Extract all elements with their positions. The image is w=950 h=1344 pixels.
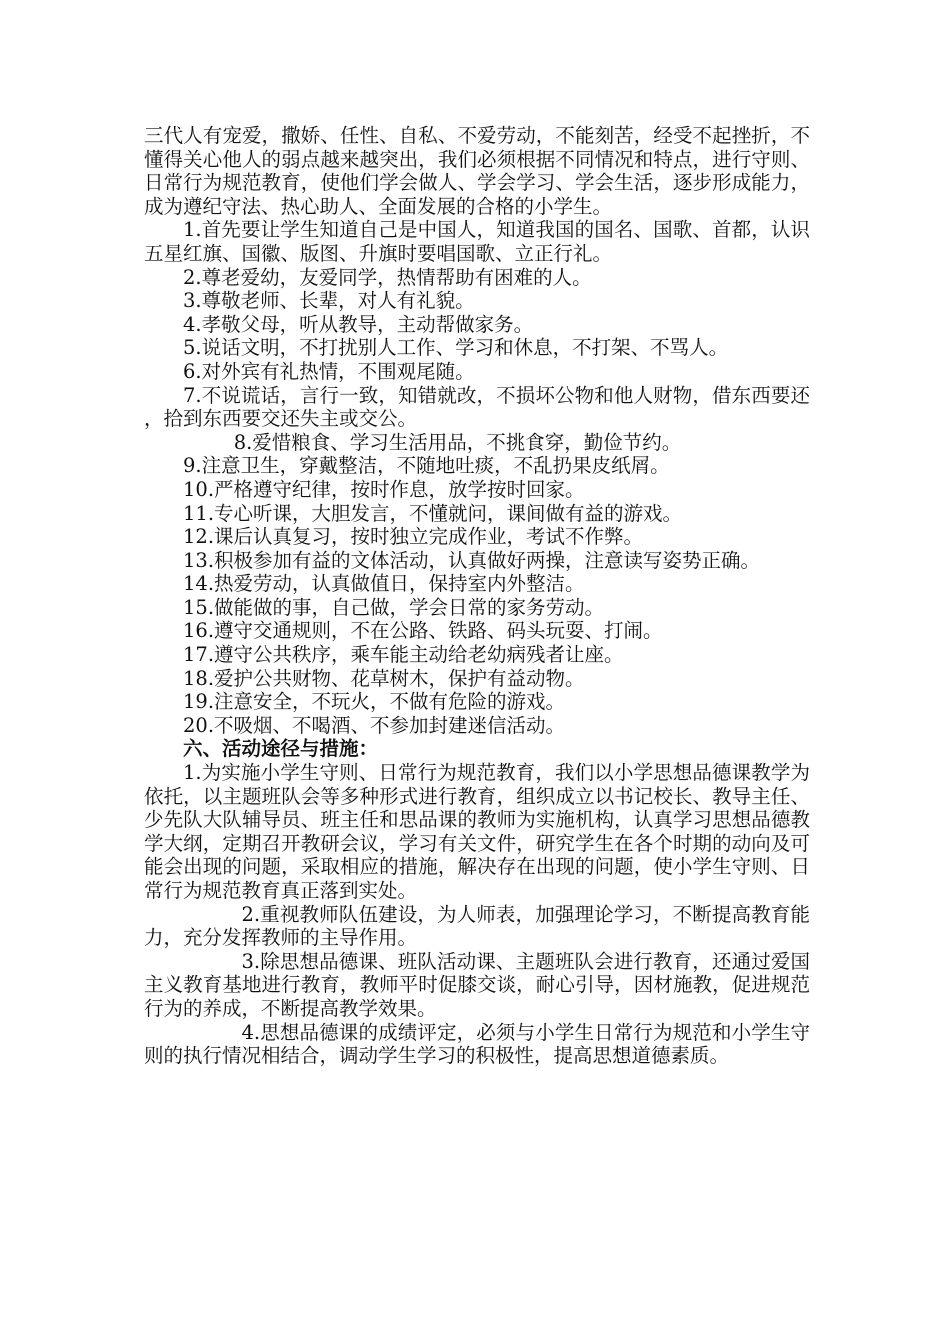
rule-item: 13.积极参加有益的文体活动，认真做好两操，注意读写姿势正确。	[183, 548, 761, 572]
measure-item: 3.除思想品德课、班队活动课、主题班队会进行教育，还通过爱国主义教育基地进行教育，教师平时促膝交谈，耐心引导，因材施教，促进规范行为的养成，不断提高教学效果。	[144, 949, 810, 1020]
document-page	[144, 124, 810, 1068]
rule-item: 8.爱惜粮食、学习生活用品，不挑食穿，勤俭节约。	[233, 430, 682, 454]
rule-item: 10.严格遵守纪律，按时作息，放学按时回家。	[183, 477, 585, 501]
rule-item: 19.注意安全，不玩火，不做有危险的游戏。	[183, 690, 566, 714]
rule-item: 2.尊老爱幼，友爱同学，热情帮助有困难的人。	[183, 265, 592, 289]
rule-item: 1.首先要让学生知道自己是中国人，知道我国的国名、国歌、首都，认识五星红旗、国徽、版图、升旗时要唱国歌、立正行礼。	[144, 218, 810, 265]
measure-item: 1.为实施小学生守则、日常行为规范教育，我们以小学思想品德课教学为依托，以主题班队会等多种形式进行教育，组织成立以书记校长、教导主任、少先队大队辅导员、班主任和思品课的教师为实施机构，认真学习思想品德教学大纲，定期召开教研会议，学习有关文件，研究学生在各个时期的动向及可能会出现的问题，采取相应的措施，解决存在出现的问题，使小学生守则、日常行为规范教育真正落到实处。	[144, 761, 810, 902]
rule-item: 9.注意卫生，穿戴整洁，不随地吐痰，不乱扔果皮纸屑。	[183, 454, 670, 478]
rule-item: 15.做能做的事，自己做，学会日常的家务劳动。	[183, 595, 605, 619]
rule-item: 6.对外宾有礼热情，不围观尾随。	[183, 359, 475, 383]
rule-item: 14.热爱劳动，认真做值日，保持室内外整洁。	[183, 572, 585, 596]
rule-item: 11.专心听课，大胆发言，不懂就问，课间做有益的游戏。	[183, 501, 683, 525]
rule-item: 4.孝敬父母，听从教导，主动帮做家务。	[183, 312, 534, 336]
rule-item: 5.说话文明，不打扰别人工作、学习和休息，不打架、不骂人。	[183, 336, 729, 360]
intro-paragraph: 三代人有宠爱，撒娇、任性、自私、不爱劳动，不能刻苦，经受不起挫折，不懂得关心他人的弱点越来越突出，我们必须根据不同情况和特点，进行守则、日常行为规范教育，使他们学会做人、学会学习、学会生活，逐步形成能力，成为遵纪守法、热心助人、全面发展的合格的小学生。	[144, 124, 810, 218]
rule-item: 7.不说谎话，言行一致，知错就改，不损坏公物和他人财物，借东西要还，拾到东西要交还失主或交公。	[144, 383, 810, 431]
rule-item: 16.遵守交通规则，不在公路、铁路、码头玩耍、打闹。	[183, 619, 663, 643]
rule-item: 20.不吸烟、不喝酒、不参加封建迷信活动。	[183, 713, 566, 737]
rule-item: 18.爱护公共财物、花草树木，保护有益动物。	[183, 666, 585, 690]
rule-item: 12.课后认真复习，按时独立完成作业，考试不作弊。	[183, 525, 644, 549]
rule-item: 3.尊敬老师、长辈，对人有礼貌。	[183, 289, 475, 313]
rule-item: 17.遵守公共秩序，乘车能主动给老幼病残者让座。	[183, 643, 624, 667]
measure-item: 2.重视教师队伍建设，为人师表，加强理论学习，不断提高教育能力，充分发挥教师的主导作用。	[144, 902, 810, 950]
measure-item: 4.思想品德课的成绩评定，必须与小学生日常行为规范和小学生守则的执行情况相结合，调动学生学习的积极性，提高思想道德素质。	[144, 1020, 810, 1068]
section-heading: 六、活动途径与措施：	[183, 737, 379, 761]
